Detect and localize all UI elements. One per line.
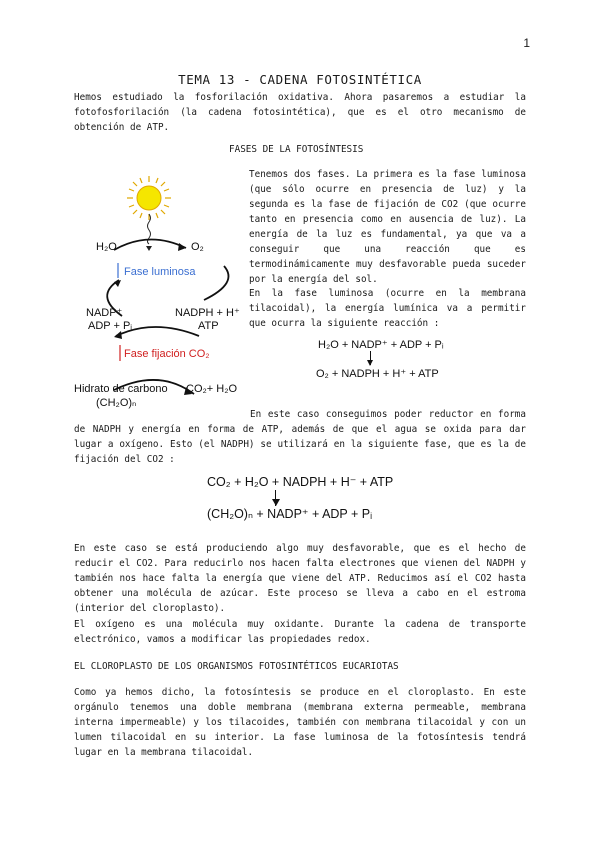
section-heading-cloroplasto: EL CLOROPLASTO DE LOS ORGANISMOS FOTOSINTÉTICOS EUCARIOTAS [74,661,399,672]
equation1-reactants: H₂O + NADP⁺ + ADP + Pᵢ [318,339,444,351]
co2-h2o-label: CO₂+ H₂O [186,383,238,395]
h2o-label: H₂O [96,241,117,253]
atp-label: ATP [198,320,219,332]
fase-luminosa-paragraph: En la fase luminosa (ocurre en la membrana tilacoidal), la energía lumínica va a permitir que ocurra la siguiente reacción : [249,288,526,329]
section-heading-fases: FASES DE LA FOTOSÍNTESIS [229,144,364,155]
ch2o-n-label: (CH₂O)ₙ [96,397,137,409]
photosynthesis-cycle-diagram [74,168,254,413]
equation2-arrow-head-icon [272,499,280,506]
fase-luminosa-label: Fase luminosa [124,266,196,278]
oxigeno-paragraph: El oxígeno es una molécula muy oxidante. Durante la cadena de transporte electrónico, vamos a modificar las propiedades redox. [74,619,526,645]
nadph-h-label: NADPH + H⁺ [175,307,240,319]
page-number: 1 [523,36,530,50]
hidrato-label: Hidrato de carbono [74,383,168,395]
fases-paragraph: Tenemos dos fases. La primera es la fase luminosa (que sólo ocurre en presencia de luz) y la segunda es la fase de fijación de CO2 (que ocurre tanto en presencia como en ausencia de luz). La energía de la luz es fundamental, ya que va a conseguir que una reacción que es termodinámicamente muy desfavorable pueda suceder por la energía del sol. [249,169,526,285]
nadp-plus-label: NADP⁺ [86,307,123,319]
sun-icon [127,176,171,220]
page-title: TEMA 13 - CADENA FOTOSINTÉTICA [178,72,422,87]
equation1-products: O₂ + NADPH + H⁺ + ATP [316,368,439,380]
nadph-paragraph: En este caso conseguimos poder reductor en forma de NADPH y energía en forma de ATP, además de que el agua se oxida para dar lugar a oxígeno. Esto (el NADPH) se utilizará en la siguiente fase, que es la de fijación del CO2 : [74,409,526,465]
adp-pi-label: ADP + Pᵢ [88,320,133,332]
intro-paragraph: Hemos estudiado la fosforilación oxidativa. Ahora pasaremos a estudiar la fotofosforilación (la cadena fotosintética), que es el otro mecanismo de obtención de ATP. [74,92,526,133]
o2-label: O₂ [191,241,204,253]
desfavorable-paragraph: En este caso se está produciendo algo muy desfavorable, que es el hecho de reducir el CO2. Para reducirlo nos hacen falta electrones que vienen del NADPH y también nos hace falta la energía que viene del ATP. Reducimos así el CO2 hasta obtener una molécula de azúcar. Este proceso se lleva a cabo en el estroma (interior del cloroplasto). [74,543,526,614]
equation2-reactants: CO₂ + H₂O + NADPH + H⁻ + ATP [207,475,394,489]
equation1-arrow-head-icon [367,360,373,366]
fase-fijacion-label: Fase fijación CO₂ [124,348,210,360]
cloroplasto-paragraph: Como ya hemos dicho, la fotosíntesis se produce en el cloroplasto. En este orgánulo tenemos una doble membrana (membrana externa permeable, membrana interna impermeable) y los tilacoides, también con membrana tilacoidal y con un lumen tilacoidal en su interior. La fase luminosa de la fotosíntesis tendrá lugar en la membrana tilacoidal. [74,687,526,758]
equation2-products: (CH₂O)ₙ + NADP⁺ + ADP + Pᵢ [207,507,373,521]
